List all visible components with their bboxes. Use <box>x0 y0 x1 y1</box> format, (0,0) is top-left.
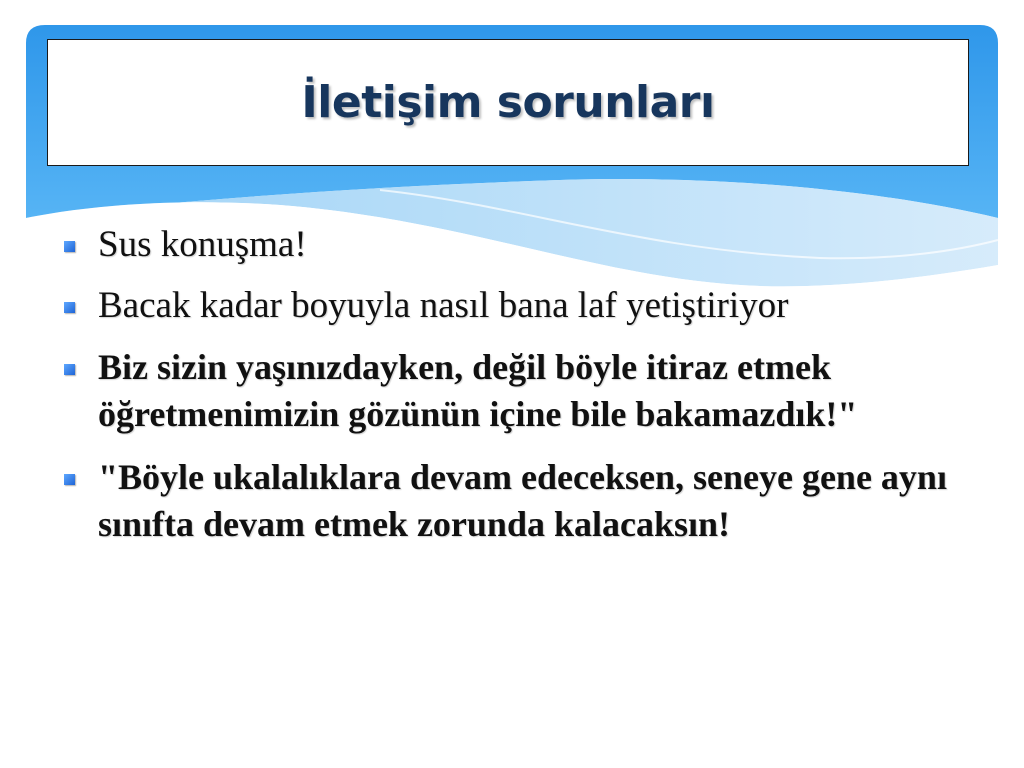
bullet-item <box>60 454 960 548</box>
square-bullet-icon <box>64 241 75 252</box>
slide-title: İletişim sorunları <box>301 77 715 128</box>
bullet-text: Sus konuşma! <box>98 224 307 265</box>
bullet-item <box>60 344 960 438</box>
bullet-text: Biz sizin yaşınızdayken, değil böyle itiraz etmek öğretmenimizin gözünün içine bile bakamazdık!" <box>98 347 858 434</box>
bullet-item <box>60 283 960 328</box>
square-bullet-icon <box>64 474 75 485</box>
bullet-list <box>60 222 960 564</box>
bullet-item <box>60 222 960 267</box>
square-bullet-icon <box>64 364 75 375</box>
bullet-text: Bacak kadar boyuyla nasıl bana laf yetiştiriyor <box>98 285 789 326</box>
square-bullet-icon <box>64 302 75 313</box>
title-box <box>47 39 969 166</box>
bullet-text: "Böyle ukalalıklara devam edeceksen, seneye gene aynı sınıfta devam etmek zorunda kalacaksın! <box>98 457 947 544</box>
